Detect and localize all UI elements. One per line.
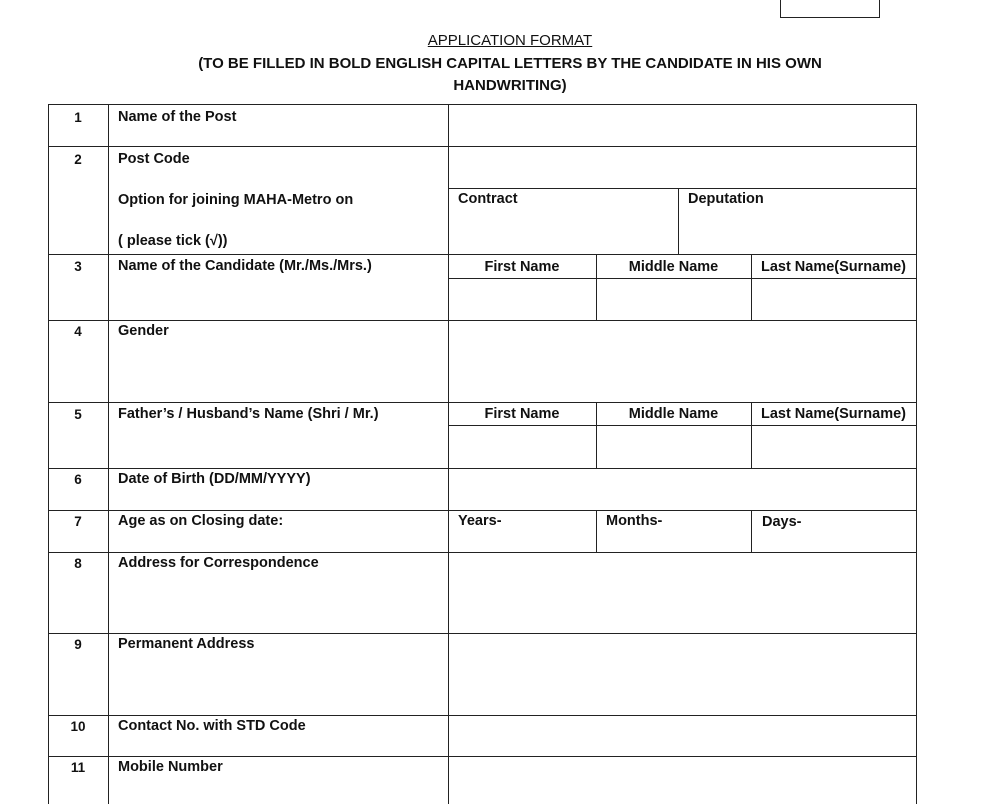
candidate-first-name-input[interactable] bbox=[449, 279, 596, 320]
row-number: 10 bbox=[70, 719, 86, 734]
row-number: 5 bbox=[74, 407, 82, 422]
number-column-divider bbox=[108, 104, 109, 804]
post-name-input[interactable] bbox=[449, 105, 916, 146]
last-name-header: Last Name(Surname) bbox=[760, 406, 907, 422]
table-border-left bbox=[48, 104, 49, 804]
field-label-mobile-number: Mobile Number bbox=[118, 759, 223, 775]
field-label-gender: Gender bbox=[118, 323, 169, 339]
permanent-address-input[interactable] bbox=[449, 634, 916, 715]
field-label-permanent-address: Permanent Address bbox=[118, 636, 255, 652]
row-border bbox=[48, 254, 917, 255]
field-label-correspondence-address: Address for Correspondence bbox=[118, 555, 319, 571]
middle-name-header: Middle Name bbox=[628, 259, 719, 275]
middle-name-header: Middle Name bbox=[628, 406, 719, 422]
field-label-joining-option: Option for joining MAHA-Metro on bbox=[118, 192, 354, 208]
row-number: 6 bbox=[74, 472, 82, 487]
field-label-contact-number: Contact No. with STD Code bbox=[118, 718, 306, 734]
form-instruction-line2: HANDWRITING) bbox=[453, 77, 567, 94]
field-label-date-of-birth: Date of Birth (DD/MM/YYYY) bbox=[118, 471, 311, 487]
field-label-candidate-name: Name of the Candidate (Mr./Ms./Mrs.) bbox=[118, 258, 372, 274]
age-years-field[interactable]: Years- bbox=[458, 513, 502, 529]
father-middle-name-input[interactable] bbox=[597, 426, 751, 468]
row-number: 8 bbox=[74, 556, 82, 571]
row-number: 9 bbox=[74, 637, 82, 652]
father-last-name-input[interactable] bbox=[752, 426, 916, 468]
post-code-input[interactable] bbox=[449, 147, 916, 188]
cell-border bbox=[448, 188, 917, 189]
tick-instruction: ( please tick (√)) bbox=[118, 233, 228, 249]
candidate-last-name-input[interactable] bbox=[752, 279, 916, 320]
field-label-age: Age as on Closing date: bbox=[118, 513, 284, 529]
age-days-field[interactable]: Days- bbox=[762, 514, 802, 530]
contact-number-input[interactable] bbox=[449, 716, 916, 756]
row-number: 2 bbox=[74, 152, 82, 167]
option-divider bbox=[678, 188, 679, 254]
candidate-middle-name-input[interactable] bbox=[597, 279, 751, 320]
row-number: 7 bbox=[74, 514, 82, 529]
age-months-field[interactable]: Months- bbox=[606, 513, 663, 529]
row-number: 3 bbox=[74, 259, 82, 274]
age-divider-1 bbox=[596, 510, 597, 552]
field-label-father-husband-name: Father’s / Husband’s Name (Shri / Mr.) bbox=[118, 406, 379, 422]
gender-input[interactable] bbox=[449, 321, 916, 402]
option-contract[interactable]: Contract bbox=[458, 191, 518, 207]
row-number: 4 bbox=[74, 324, 82, 339]
form-instruction-line1: (TO BE FILLED IN BOLD ENGLISH CAPITAL LETTERS BY THE CANDIDATE IN HIS OWN bbox=[198, 55, 822, 72]
photo-box bbox=[780, 0, 880, 18]
correspondence-address-input[interactable] bbox=[449, 553, 916, 633]
form-title: APPLICATION FORMAT bbox=[427, 32, 593, 49]
row-number: 11 bbox=[70, 760, 86, 775]
row-number: 1 bbox=[74, 110, 82, 125]
row-border bbox=[48, 402, 917, 403]
mobile-number-input[interactable] bbox=[449, 757, 916, 804]
option-deputation[interactable]: Deputation bbox=[688, 191, 764, 207]
table-border-right bbox=[916, 104, 917, 804]
last-name-header: Last Name(Surname) bbox=[760, 259, 907, 275]
application-form-table bbox=[48, 104, 917, 804]
first-name-header: First Name bbox=[484, 259, 560, 275]
row-border bbox=[48, 510, 917, 511]
age-divider-2 bbox=[751, 510, 752, 552]
father-first-name-input[interactable] bbox=[449, 426, 596, 468]
field-label-post-code: Post Code bbox=[118, 151, 190, 167]
first-name-header: First Name bbox=[484, 406, 560, 422]
date-of-birth-input[interactable] bbox=[449, 469, 916, 510]
field-label-post-name: Name of the Post bbox=[118, 109, 237, 125]
